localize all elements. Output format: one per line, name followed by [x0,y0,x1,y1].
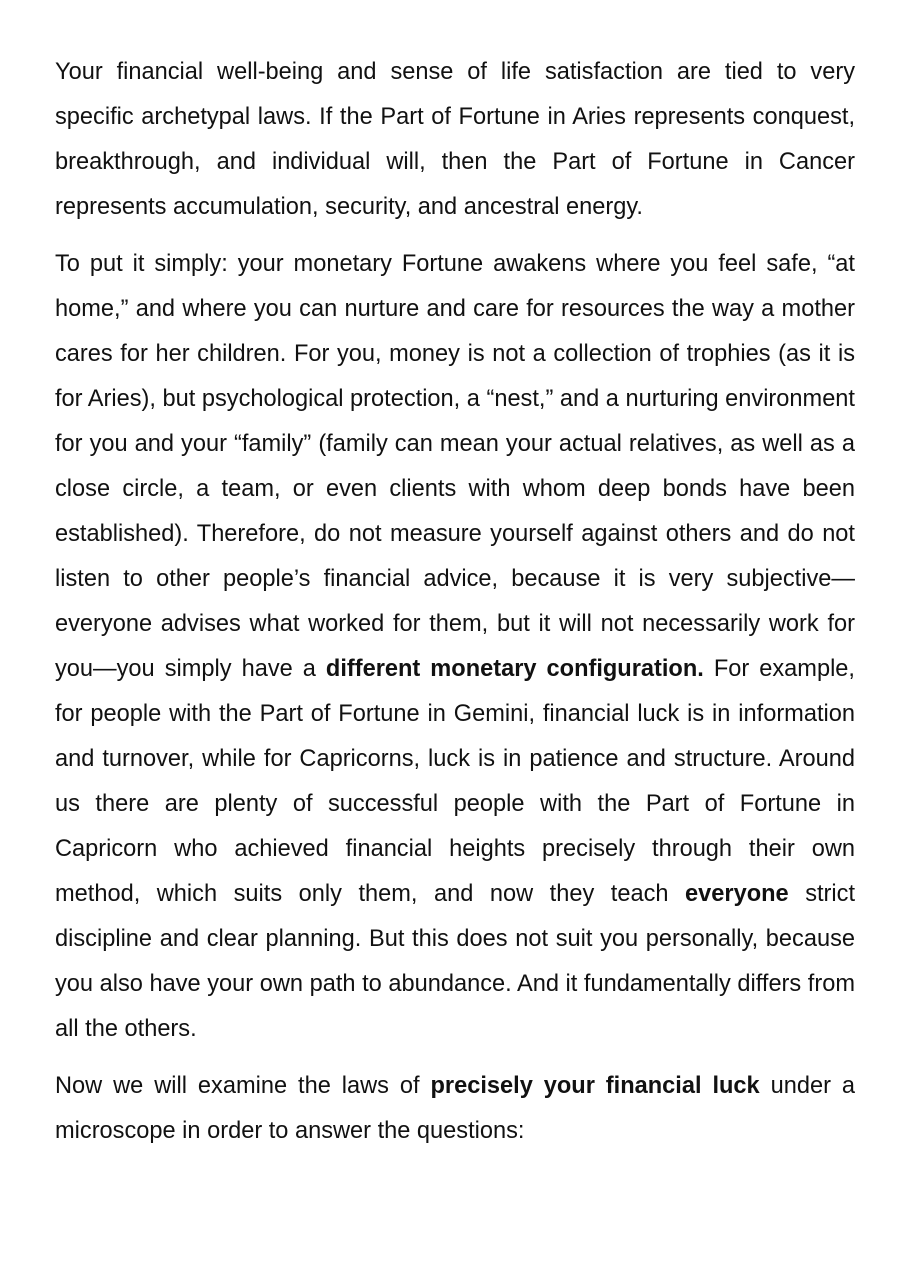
emphasis-different-configuration: different monetary configuration. [325,656,704,682]
paragraph-text: under a microscope in order to answer the questions: [55,1073,855,1144]
paragraph-main [55,242,855,1052]
paragraph-text: Your financial well-being and sense of life satisfaction are tied to very specific archetypal laws. If the Part of Fortune in Aries represents conquest, breakthrough, and individual will, then the Part of Fortune in Cancer represents accumulation, security, and ancestral energy. [55,59,855,220]
paragraph-intro [55,50,855,230]
document-page [55,50,855,1166]
paragraph-text: To put it simply: your monetary Fortune awakens where you feel safe, “at home,” and where you can nurture and care for resources the way a mother cares for her children. For you, money is not a collection of trophies (as it is for Aries), but psychological protection, a “nest,” and a nurturing environment for you and your “family” (family can mean your actual relatives, as well as a close circle, a team, or even clients with whom deep bonds have been established). Therefore, do not measure yourself against others and do not listen to other people’s financial advice, because it is very subjective—everyone advises what worked for them, but it will not necessarily work for you—you simply have a [55,251,855,682]
paragraph-text: strict discipline and clear planning. But this does not suit you personally, because you also have your own path to abundance. And it fundamentally differs from all the others. [55,881,855,1042]
paragraph-text: For example, for people with the Part of Fortune in Gemini, financial luck is in information and turnover, while for Capricorns, luck is in patience and structure. Around us there are plenty of successful people with the Part of Fortune in Capricorn who achieved financial heights precisely through their own method, which suits only them, and now they teach [55,656,855,907]
emphasis-financial-luck: precisely your financial luck [430,1073,760,1099]
emphasis-everyone: everyone [685,881,789,907]
paragraph-text: Now we will examine the laws of [55,1073,431,1099]
paragraph-closing [55,1064,855,1154]
